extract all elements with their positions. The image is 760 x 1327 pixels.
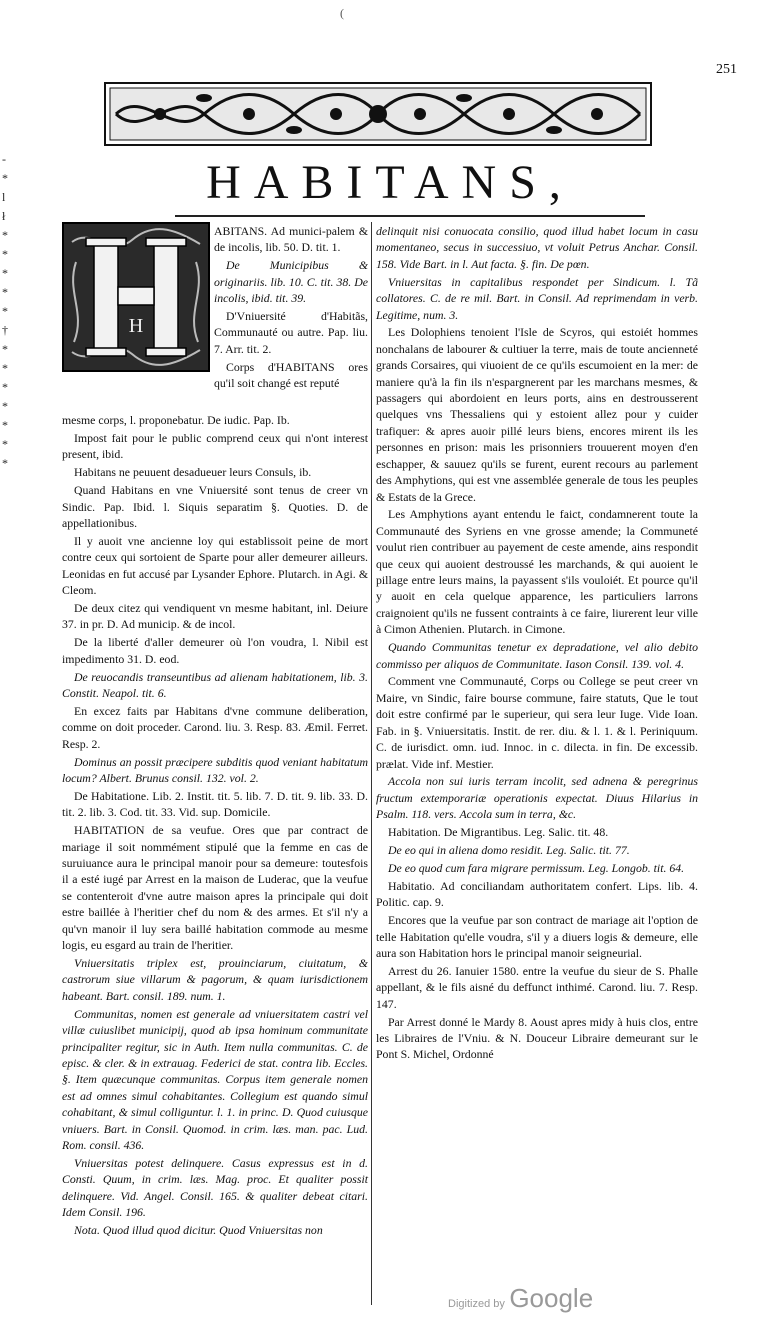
page-title: HABITANS, bbox=[206, 156, 574, 209]
paragraph: De reuocandis transeuntibus ad alienam habitationem, lib. 3. Constit. Neapol. tit. 6. bbox=[62, 669, 368, 700]
paragraph: De Habitatione. Lib. 2. Instit. tit. 5. lib. 7. D. tit. 9. lib. 33. D. tit. 2. lib. 3. Cod. tit. 33. Vid. sup. Domicile. bbox=[62, 788, 368, 820]
margin-marks bbox=[2, 150, 18, 473]
margin-mark: * bbox=[2, 361, 8, 375]
paragraph: De eo qui in aliena domo residit. Leg. Salic. tit. 77. bbox=[388, 843, 630, 858]
right-column-text bbox=[376, 223, 698, 1064]
paragraph: Communitas, nomen est generale ad vniuersitatem castri vel villæ cuiuslibet municipij, quod ab ipsa hominum communitate principaliter regitur, sic in Auth. Item nulla communitas. C. de episc. & cler. & in extrauag. Federici de stat. contra lib. Eccles. §. Item quæcunque communitas. Corpus item generale nomen est ad omnes simul cohabitantes. Collegium est quando simul cohabitant, & simul colliguntur. l. 1. in princ. D. Quod cuiusque vniuers. Bart. in Consil. Quomod. in crim. læs. man. pac. Lud. Rom. consil. 436. bbox=[62, 1006, 368, 1152]
paragraph: En excez faits par Habitans d'vne commune deliberation, comme on doit proceder. Carond. liu. 3. Resp. 83. Æmil. Ferret. Resp. 2. bbox=[62, 703, 368, 751]
paragraph: Encores que la veufue par son contract de mariage ait l'option de telle Habitation qu'elle voudra, s'il y a diuers logis & demeure, elle aura son Habitation hors le principal manoir seigneurial. bbox=[376, 913, 698, 960]
paragraph: Habitatio. Ad conciliandam authoritatem confert. Lips. lib. 4. Politic. cap. 9. bbox=[376, 878, 698, 910]
title-rule bbox=[175, 215, 645, 217]
paragraph: mesme corps, l. proponebatur. De iudic. Pap. Ib. bbox=[62, 413, 290, 427]
margin-mark: l bbox=[2, 190, 6, 204]
paragraph: Habitans ne peuuent desadueuer leurs Consuls, ib. bbox=[74, 465, 312, 480]
paragraph: HABITATION de sa veufue. Ores que par contract de mariage il soit nommément stipulé que la femme en cas de suruiuance aura le principal manoir pour sa demeure: toutesfois il a esté iugé par Arrest en la maison de Luderac, que la veufue se contenteroit d'vne autre maison apres la principale qui doit estre baillée à l'heritier chef du nom & des armes. Et s'il n'y a qu'vn manoir il luy sera baillé habitation commode au mesme logis, eu esgard au train de l'heritier. bbox=[62, 823, 368, 953]
paragraph: Il y auoit vne ancienne loy qui establissoit peine de mort contre ceux qui sortoient de Sparte pour aller demeurer ailleurs. Leonidas en fut accusé par Lysander Ephore. Plutarch. in Agi. & Cleom. bbox=[62, 533, 368, 598]
margin-mark: * bbox=[2, 437, 8, 451]
paragraph: Accola non sui iuris terram incolit, sed adnena & peregrinus fructum extemporariæ operationis expectat. Diuus Hilarius in Psalm. 118. vers. Accola sum in terra, &c. bbox=[376, 774, 698, 822]
column-rule bbox=[371, 222, 372, 1305]
paragraph: delinquit nisi conuocata consilio, quod illud habet locum in casu momentaneo, secus in successiuo, vt voluit Petrus Anchar. Consil. 158. Vide Bart. in l. Aut facta. §. fin. De pœn. bbox=[376, 224, 698, 271]
margin-mark: * bbox=[2, 380, 8, 394]
margin-mark: * bbox=[2, 418, 8, 432]
margin-mark: * bbox=[2, 285, 8, 299]
credit-prefix: Digitized by bbox=[448, 1298, 505, 1310]
paragraph: De Municipibus & originariis. lib. 10. C. tit. 38. De incolis, ibid. tit. 39. bbox=[214, 258, 368, 306]
paragraph: Quand Habitans en vne Vniuersité sont tenus de creer vn Sindic. Pap. Ibid. l. Siquis separatim §. Quoties. D. de appellationibus. bbox=[62, 483, 368, 530]
paragraph: Dominus an possit præcipere subditis quod veniant habitatum locum? Albert. Brunus consil. 132. vol. 2. bbox=[62, 754, 368, 786]
paragraph: Quando Communitas tenetur ex depradatione, vel alio debito commisso per aliquos de Communitate. Iason Consil. 139. vol. 4. bbox=[376, 640, 698, 671]
margin-mark: † bbox=[2, 323, 8, 337]
paragraph: Corps d'HABITANS ores qu'il soit changé est reputé bbox=[214, 359, 368, 391]
top-mark: ( bbox=[340, 6, 344, 20]
margin-mark: * bbox=[2, 171, 8, 185]
paragraph: Les Dolophiens tenoient l'Isle de Scyros, qui estoiét hommes nonchalans de labourer & cultiuer la terre, mais de toute ancienneté grands Corsaires, qui viuoient de ce qu'ils escumoient en la mer: de maniere qu'à la fin ils n'espargnerent par les marchans mesmes, & passagers qui abordoient en leurs ports, ains en destrousserent quelques vns Thessaliens qui y estoient allez pour y cuider trafiquer: & apres auoir pillé leurs biens, encores mirent ils les personnes en prison: mais les prisonniers trouuerent moyen d'en eschapper, & sauuez qu'ils se furent, eurent recours au parlement des Amphytions, qui est vne assemblée generale de tous les peuples & Estats de la Grece. bbox=[376, 325, 698, 504]
paragraph: Les Amphytions ayant entendu le faict, condamnerent toute la Communauté des Syriens en vne grosse amende; la Communeté voulut rien contribuer au payement de ceste amende, ains respondit que ceux qui auoient destroussé les marchands, & qui auoient le pillage entre leurs mains, la payassent s'ils vouloiét. Et pource qu'il y auoit en cela quelque apparence, les particuliers larrons craignoient qu'ils ne fussent contraints à ce faire, liurerent leur ville à Cimon Athenien. Plutarch. in Cimone. bbox=[376, 507, 698, 637]
paragraph: De la liberté d'aller demeurer où l'on voudra, l. Nibil est impedimento 31. D. eod. bbox=[62, 635, 368, 666]
paragraph: ABITANS. Ad munici-palem & de incolis, lib. 50. D. tit. 1. bbox=[214, 224, 368, 255]
digitized-credit bbox=[448, 1283, 593, 1314]
paragraph: D'Vniuersité d'Habitãs, Communauté ou autre. Pap. liu. 7. Arr. tit. 2. bbox=[214, 309, 368, 356]
margin-mark: * bbox=[2, 456, 8, 470]
margin-mark: - bbox=[2, 152, 6, 166]
google-wordmark: Google bbox=[509, 1283, 594, 1313]
paragraph: Habitation. De Migrantibus. Leg. Salic. tit. 48. bbox=[388, 825, 609, 840]
initial-letter: H bbox=[128, 315, 144, 337]
paragraph: Impost fait pour le public comprend ceux qui n'ont interest present, ibid. bbox=[62, 430, 368, 462]
paragraph: Arrest du 26. Ianuier 1580. entre la veufue du sieur de S. Phalle appellant, & le fils aisné du deffunct inthimé. Carond. liu. 7. Resp. 147. bbox=[376, 963, 698, 1011]
margin-mark: * bbox=[2, 266, 8, 280]
paragraph: Comment vne Communauté, Corps ou College se peut creer vn Maire, vn Sindic, faire bourse commune, faire statuts, Que le tout doit estre confirmé par le superieur, qui sera leur Iuge. Vide Ioan. Fab. in §. Vniuersitatis. Instit. de rer. diu. & l. 1. & l. Periniquum. C. de iurisdict. omn. iud. Innoc. in c. dilecta. in fin. De excessib. prælat. Vide inf. Mestier. bbox=[376, 674, 698, 771]
paragraph: Vniuersitas potest delinquere. Casus expressus est in d. Consti. Quum, in crim. læs. Mag. proc. Et qualiter possit delinquere. Vid. Angel. Consil. 165. & qualiter debeat citari. Idem Consil. 196. bbox=[62, 1155, 368, 1220]
decorated-initial-h bbox=[62, 222, 210, 372]
paragraph: De eo quod cum fara migrare permissum. Leg. Longob. tit. 64. bbox=[388, 860, 685, 875]
margin-mark: * bbox=[2, 228, 8, 242]
paragraph: Vniuersitatis triplex est, prouinciarum, ciuitatum, & castrorum siue villarum & pagorum, & quam iurisdictionem habeant. Bart. consil. 189. num. 1. bbox=[62, 956, 368, 1003]
margin-mark: * bbox=[2, 247, 8, 261]
paragraph: De deux citez qui vendiquent vn mesme habitant, inl. Deiure 37. in pr. D. Ad municip. & de incol. bbox=[62, 600, 368, 632]
margin-mark: * bbox=[2, 304, 8, 318]
paragraph: Par Arrest donné le Mardy 8. Aoust apres midy à huis clos, entre les Libraires de l'Vniu. & N. Douceur Libraire demeurant sur le Pont S. Michel, Ordonné bbox=[376, 1014, 698, 1062]
paragraph: Vniuersitas in capitalibus respondet per Sindicum. l. Tã collatores. C. de re mil. Bart. in Consil. Ad reprimendam in verb. Legitime, num. 3. bbox=[376, 274, 698, 322]
margin-mark: * bbox=[2, 399, 8, 413]
left-column-top-text bbox=[214, 223, 368, 393]
paragraph: Nota. Quod illud quod dicitur. Quod Vniuersitas non bbox=[74, 1223, 323, 1237]
ornamental-headpiece bbox=[104, 82, 652, 146]
margin-mark: * bbox=[2, 342, 8, 356]
left-column-text bbox=[62, 412, 368, 1240]
margin-mark: ł bbox=[2, 209, 6, 223]
page-number: 251 bbox=[716, 62, 737, 77]
